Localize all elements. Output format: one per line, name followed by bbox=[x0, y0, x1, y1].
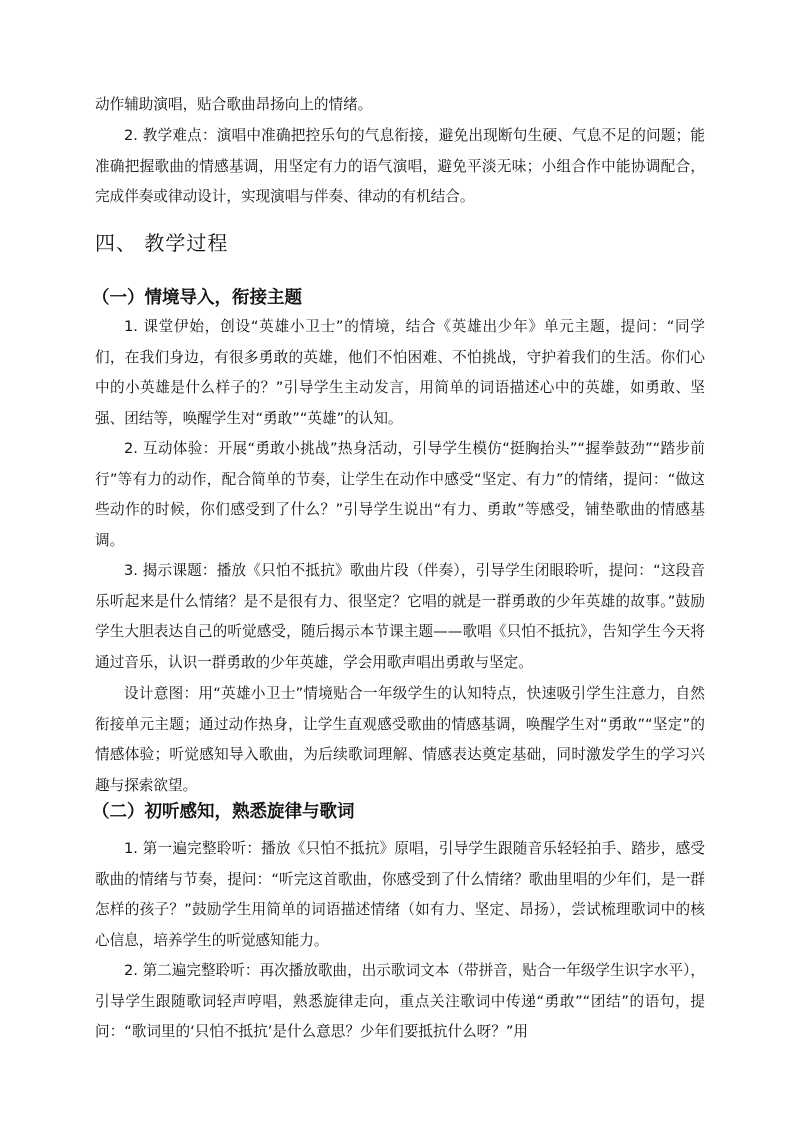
paragraph-continuation: 动作辅助演唱，贴合歌曲昂扬向上的情绪。 bbox=[95, 96, 373, 113]
subsection-heading-situation-intro: （一）情境导入，衔接主题 bbox=[92, 288, 302, 308]
paragraph-listening-step-1: 1. 第一遍完整聆听：播放《只怕不抵抗》原唱，引导学生跟随音乐轻轻拍手、踏步，感受歌曲的情绪与节奏，提问：“听完这首歌曲，你感受到了什么情绪？歌曲里唱的少年们，是一群怎样的孩子？”鼓励学生用简单的词语描述情绪（如有力、坚定、昂扬），尝试梳理歌词中的核心信息，培养学生的听觉感知能力。 bbox=[95, 840, 705, 949]
paragraph-intro-step-3: 3. 揭示课题：播放《只怕不抵抗》歌曲片段（伴奏），引导学生闭眼聆听，提问：“这段音乐听起来是什么情绪？是不是很有力、很坚定？它唱的就是一群勇敢的少年英雄的故事。”鼓励学生大胆表达自己的听觉感受，随后揭示本节课主题——歌唱《只怕不抵抗》，告知学生今天将通过音乐，认识一群勇敢的少年英雄，学会用歌声唱出勇敢与坚定。 bbox=[95, 562, 705, 671]
paragraph-teaching-difficulty: 2. 教学难点：演唱中准确把控乐句的气息衔接，避免出现断句生硬、气息不足的问题；能准确把握歌曲的情感基调，用坚定有力的语气演唱，避免平淡无味；小组合作中能协调配合，完成伴奏或律动设计，实现演唱与伴奏、律动的有机结合。 bbox=[95, 127, 705, 205]
paragraph-intro-step-1: 1. 课堂伊始，创设“英雄小卫士”的情境，结合《英雄出少年》单元主题，提问：“同学们，在我们身边，有很多勇敢的英雄，他们不怕困难、不怕挑战，守护着我们的生活。你们心中的小英雄是什么样子的？”引导学生主动发言，用简单的词语描述心中的英雄，如勇敢、坚强、团结等，唤醒学生对“勇敢”“英雄”的认知。 bbox=[95, 318, 705, 427]
section-heading-teaching-process: 四、 教学过程 bbox=[95, 231, 229, 255]
paragraph-design-intent: 设计意图：用“英雄小卫士”情境贴合一年级学生的认知特点，快速吸引学生注意力，自然衔接单元主题；通过动作热身，让学生直观感受歌曲的情感基调，唤醒学生对“勇敢”“坚定”的情感体验；听觉感知导入歌曲，为后续歌词理解、情感表达奠定基础，同时激发学生的学习兴趣与探索欲望。 bbox=[95, 685, 705, 794]
paragraph-intro-step-2: 2. 互动体验：开展“勇敢小挑战”热身活动，引导学生模仿“挺胸抬头”“握拳鼓劲”“踏步前行”等有力的动作，配合简单的节奏，让学生在动作中感受“坚定、有力”的情绪，提问：“做这些动作的时候，你们感受到了什么？”引导学生说出“有力、勇敢”等感受，铺垫歌曲的情感基调。 bbox=[95, 440, 705, 549]
subsection-heading-first-listening: （二）初听感知，熟悉旋律与歌词 bbox=[92, 802, 355, 822]
paragraph-listening-step-2: 2. 第二遍完整聆听：再次播放歌曲，出示歌词文本（带拼音，贴合一年级学生识字水平），引导学生跟随歌词轻声哼唱，熟悉旋律走向，重点关注歌词中传递“勇敢”“团结”的语句，提问：“歌词里的‘只怕不抵抗’是什么意思？少年们要抵抗什么呀？”用 bbox=[95, 962, 705, 1040]
